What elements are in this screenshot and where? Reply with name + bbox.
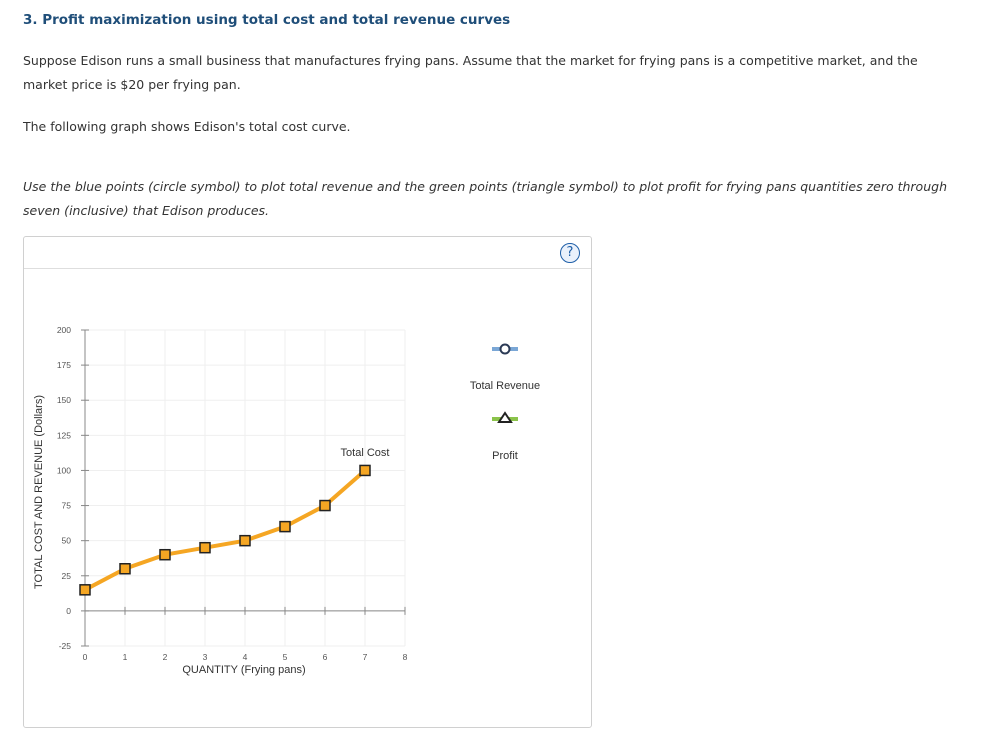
total-cost-point[interactable] [120, 564, 130, 574]
x-tick-label: 0 [82, 652, 88, 662]
total-cost-point[interactable] [320, 501, 330, 511]
total-cost-point[interactable] [240, 536, 250, 546]
y-tick-label: 75 [61, 500, 71, 511]
x-tick-label: 3 [202, 652, 208, 662]
problem-paragraph: Suppose Edison runs a small business that manufactures frying pans. Assume that the market for frying pans is a competitive market, and the market price is $20 per frying pan. [23, 53, 918, 92]
total-revenue-tool[interactable] [492, 345, 518, 354]
y-tick-label: 200 [56, 325, 71, 335]
x-tick-label: 5 [282, 652, 288, 662]
profit-tool[interactable] [492, 413, 518, 422]
y-tick-label: 150 [56, 395, 71, 406]
profit-legend-label: Profit [492, 450, 518, 462]
triangle-icon [499, 413, 511, 422]
x-tick-label: 7 [362, 652, 368, 662]
x-tick-label: 8 [402, 652, 408, 662]
y-tick-label: -25 [58, 641, 71, 651]
instruction-text: Use the blue points (circle symbol) to plot total revenue and the green points (triangle symbol) to plot profit for frying pans quantities zero through seven (inclusive) that Edison produces. [23, 179, 947, 218]
y-axis-title: TOTAL COST AND REVENUE (Dollars) [33, 395, 45, 589]
help-icon[interactable]: ? [560, 243, 580, 263]
question-heading: 3. Profit maximization using total cost and total revenue curves [23, 12, 511, 28]
x-tick-label: 6 [322, 652, 328, 662]
total-cost-point[interactable] [160, 550, 170, 560]
y-tick-label: 0 [66, 605, 71, 616]
y-tick-label: 100 [56, 465, 71, 476]
graph-description: The following graph shows Edison's total cost curve. [23, 119, 351, 134]
y-tick-label: 25 [61, 570, 71, 581]
x-tick-label: 1 [122, 652, 128, 662]
total-cost-point[interactable] [200, 543, 210, 553]
total-cost-point[interactable] [360, 465, 370, 475]
graph-panel [23, 236, 592, 728]
x-tick-label: 2 [162, 652, 168, 662]
x-tick-label: 4 [242, 652, 248, 662]
circle-icon [501, 345, 510, 354]
total-cost-point[interactable] [280, 522, 290, 532]
total-cost-curve-label: Total Cost [340, 447, 390, 459]
total-cost-point[interactable] [80, 585, 90, 595]
graph-area[interactable] [24, 237, 591, 727]
x-axis-title: QUANTITY (Frying pans) [182, 664, 306, 676]
y-tick-label: 50 [61, 535, 71, 546]
total-revenue-legend-label: Total Revenue [469, 380, 541, 392]
y-tick-label: 125 [56, 430, 71, 441]
y-tick-label: 175 [56, 360, 71, 371]
